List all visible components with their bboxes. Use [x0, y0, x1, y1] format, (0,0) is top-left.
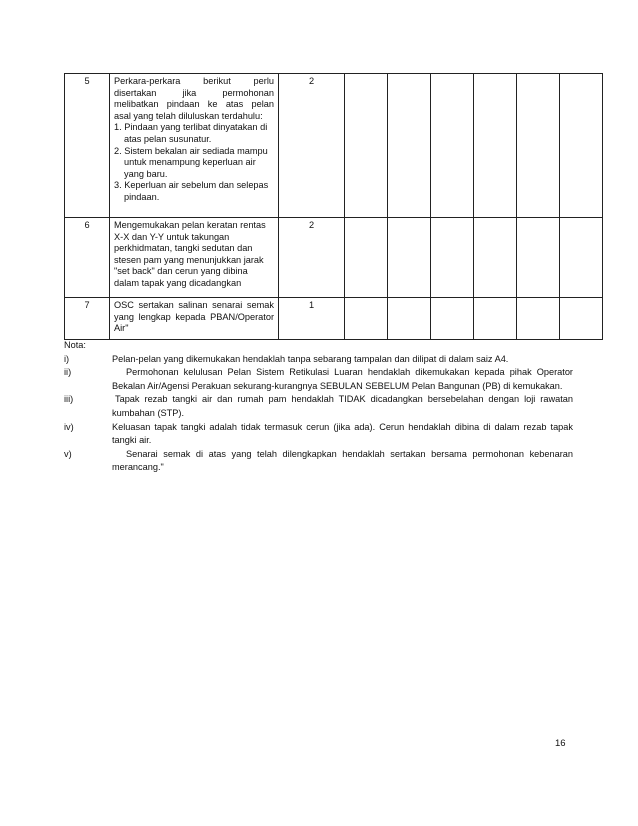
blank-cell [474, 298, 517, 340]
blank-cell [517, 298, 560, 340]
blank-cell [388, 218, 431, 298]
note-text: Keluasan tapak tangki adalah tidak termasuk cerun (jika ada). Cerun hendaklah dibina di dalam rezab tapak tangki air. [112, 421, 573, 446]
blank-cell [560, 74, 603, 218]
item-line: OSC sertakan salinan senarai semak [114, 300, 274, 310]
note-item [64, 448, 573, 475]
blank-cell [431, 218, 474, 298]
note-text: Senarai semak di atas yang telah dilengkapkan hendaklah sertakan bersama permohonan kebenaran merancang." [112, 448, 573, 473]
row-number: 5 [65, 74, 110, 218]
blank-cell [345, 218, 388, 298]
blank-cell [345, 298, 388, 340]
notes-heading: Nota: [64, 340, 86, 350]
item-line: "set back" dan cerun yang dibina [114, 266, 248, 277]
row-number: 6 [65, 218, 110, 298]
item-line: perkhidmatan, tangki sedutan dan [114, 243, 253, 254]
note-key: iv) [64, 421, 74, 432]
blank-cell [474, 74, 517, 218]
blank-cell [560, 298, 603, 340]
blank-cell [517, 74, 560, 218]
item-line: Air" [114, 323, 129, 334]
row-number: 7 [65, 298, 110, 340]
sub-item: 2. Sistem bekalan air sediada mampu untuk menampung keperluan air yang baru. [114, 145, 268, 179]
blank-cell [474, 218, 517, 298]
row-item [110, 218, 279, 298]
note-key: v) [64, 448, 72, 459]
item-line: melibatkan pindaan ke atas pelan [114, 99, 274, 110]
note-item [64, 366, 573, 393]
note-text: Permohonan kelulusan Pelan Sistem Retikulasi Luaran hendaklah dikemukakan kepada pihak Operator Bekalan Air/Agensi Perakuan sekurang-kurangnya SEBULAN SEBELUM Pelan Bangunan (PB) di kemukakan. [112, 367, 573, 391]
blank-cell [388, 298, 431, 340]
note-text: Tapak rezab tangki air dan rumah pam hendaklah TIDAK dicadangkan bersebelahan dengan loji rawatan kumbahan (STP). [112, 394, 573, 418]
item-line: asal yang telah diluluskan terdahulu: [114, 110, 263, 121]
item-line: yang lengkap kepada PBAN/Operator [114, 311, 274, 322]
item-line: disertakan jika permohonan [114, 87, 274, 98]
item-line: dalam tapak yang dicadangkan [114, 277, 242, 288]
table-row [65, 298, 603, 340]
row-item [110, 298, 279, 340]
note-text: Pelan-pelan yang dikemukakan hendaklah tanpa sebarang tampalan dan dilipat di dalam saiz A4. [112, 353, 509, 364]
note-key: i) [64, 353, 70, 364]
table-row [65, 74, 603, 218]
item-line: X-X dan Y-Y untuk takungan [114, 231, 230, 242]
row-mark: 2 [279, 74, 345, 218]
row-item [110, 74, 279, 218]
page-number: 16 [555, 738, 566, 749]
blank-cell [560, 218, 603, 298]
table-row [65, 218, 603, 298]
note-key: ii) [64, 367, 72, 378]
sub-item: 3. Keperluan air sebelum dan selepas pindaan. [114, 180, 269, 202]
note-item [64, 353, 573, 367]
blank-cell [345, 74, 388, 218]
note-item [64, 421, 573, 448]
notes-section [64, 339, 573, 475]
note-key: iii) [64, 394, 74, 405]
row-mark: 1 [279, 298, 345, 340]
blank-cell [431, 298, 474, 340]
blank-cell [517, 218, 560, 298]
sub-item: 1. Pindaan yang terlibat dinyatakan di atas pelan susunatur. [114, 122, 268, 144]
item-line: stesen pam yang menunjukkan jarak [114, 254, 264, 265]
row-mark: 2 [279, 218, 345, 298]
blank-cell [388, 74, 431, 218]
blank-cell [431, 74, 474, 218]
note-item [64, 393, 573, 420]
checklist-table [64, 73, 603, 340]
item-line: Mengemukakan pelan keratan rentas [114, 220, 266, 230]
item-line: Perkara-perkara berikut perlu [114, 76, 274, 86]
